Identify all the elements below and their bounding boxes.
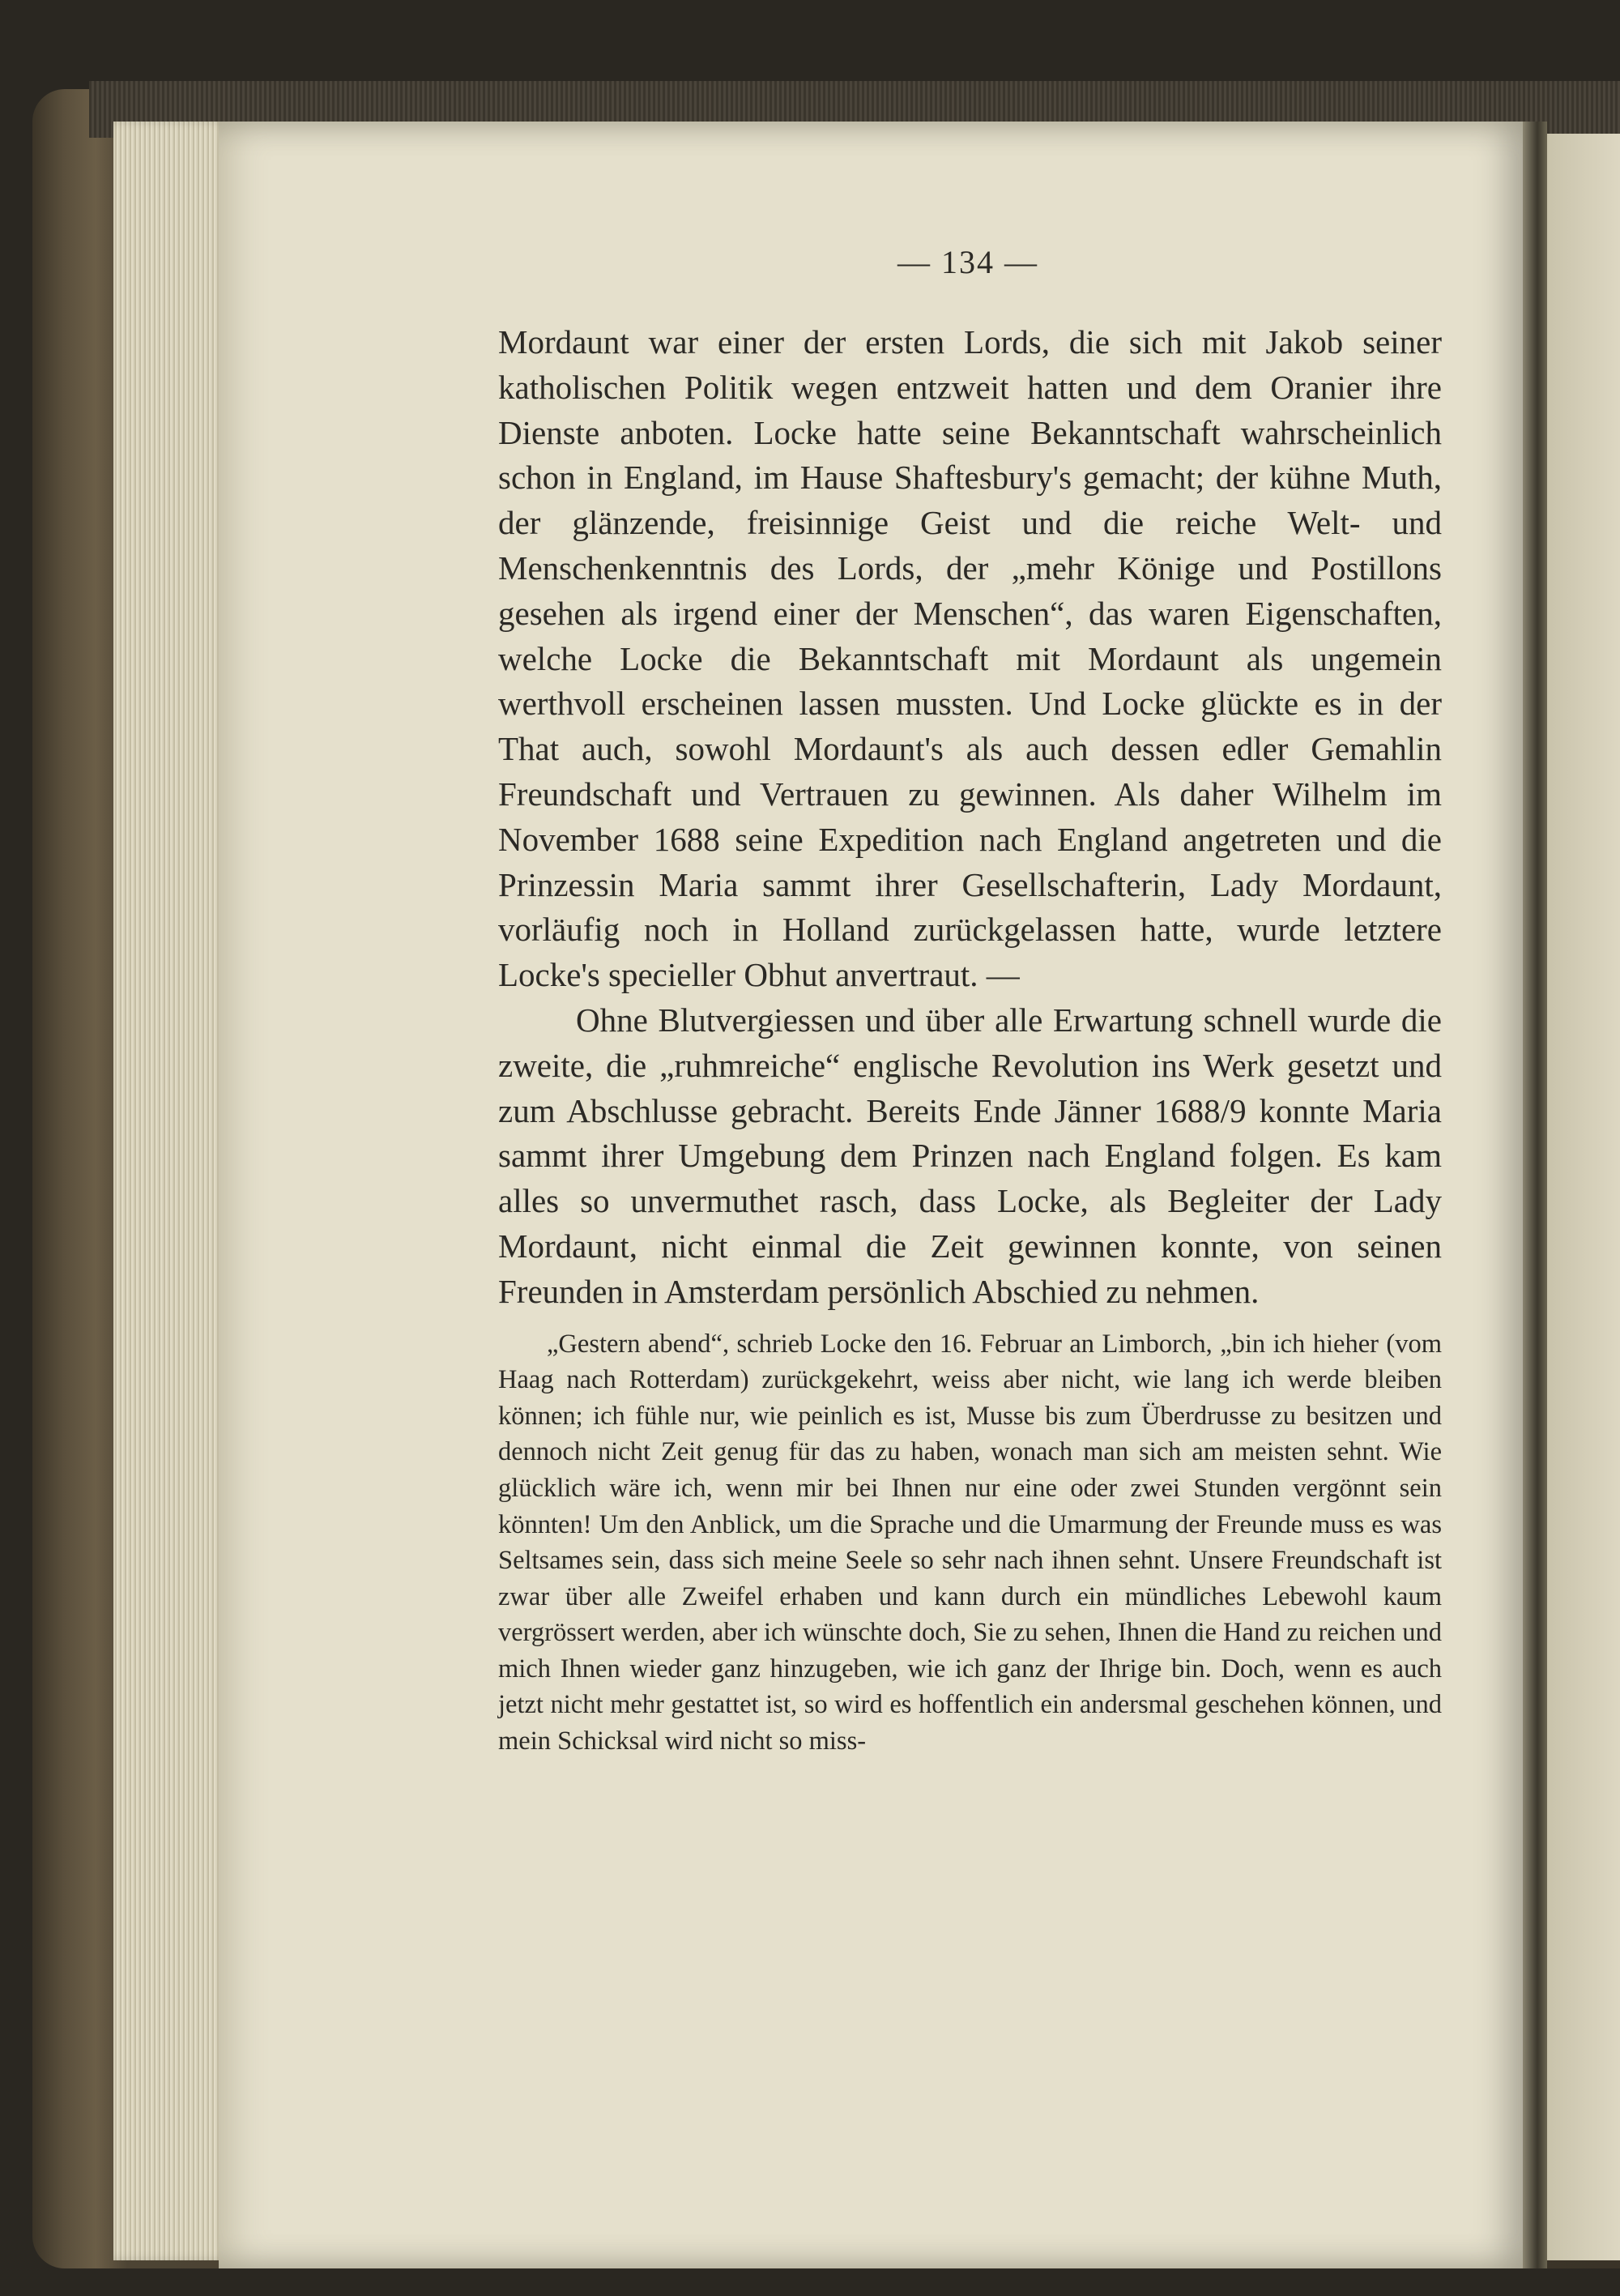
paragraph-mordaunt: Mordaunt war einer der ersten Lords, die sich mit Jakob seiner katholischen Politik wegen entzweit hatten und dem Oranier ihre Dienste anboten. Locke hatte seine Bekanntschaft wahrscheinlich schon in England, im Hause Shaftesbury's gemacht; der kühne Muth, der glänzende, freisinnige Geist und die reiche Welt- und Menschenkenntnis des Lords, der „mehr Könige und Postillons gesehen als irgend einer der Menschen“, das waren Eigenschaften, welche Locke die Bekanntschaft mit Mordaunt als ungemein werthvoll erscheinen lassen mussten. Und Locke glückte es in der That auch, sowohl Mordaunt's als auch dessen edler Gemahlin Freundschaft und Vertrauen zu gewinnen. Als daher Wilhelm im November 1688 seine Expedition nach England angetreten und die Prinzessin Maria sammt ihrer Gesellschafterin, Lady Mordaunt, vorläufig noch in Holland zurückgelassen hatte, wurde letztere Locke's specieller Obhut anvertraut. — <box>498 323 1442 994</box>
page-number: — 134 — <box>897 244 1038 280</box>
facing-page-edge <box>1547 134 1620 2260</box>
page-edges <box>113 122 235 2260</box>
book-gutter <box>1523 122 1547 2268</box>
paragraph-revolution: Ohne Blutvergiessen und über alle Erwartung schnell wurde die zweite, die „ruhmreiche“ englische Revolution ins Werk gesetzt und zum Abschlusse gebracht. Bereits Ende Jänner 1688/9 konnte Maria sammt ihrer Umgebung dem Prinzen nach England folgen. Es kam alles so unvermuthet rasch, dass Locke, als Begleiter der Lady Mordaunt, nicht einmal die Zeit gewinnen konnte, von seinen Freunden in Amsterdam persönlich Abschied zu nehmen. <box>498 1001 1442 1310</box>
body-text <box>498 320 1442 1760</box>
paragraph-letter-quote: „Gestern abend“, schrieb Locke den 16. Februar an Limborch, „bin ich hieher (vom Haag nach Rotterdam) zurückgekehrt, weiss aber nicht, wie lang ich werde bleiben können; ich fühle nur, wie peinlich es ist, Musse bis zum Überdrusse zu besitzen und dennoch nicht Zeit genug für das zu haben, wonach man sich am meisten sehnt. Wie glücklich wäre ich, wenn mir bei Ihnen nur eine oder zwei Stunden vergönnt sein könnten! Um den Anblick, um die Sprache und die Umarmung der Freunde muss es was Seltsames sein, dass sich meine Seele so sehr nach ihnen sehnt. Unsere Freundschaft ist zwar über alle Zweifel erhaben und kann durch ein mündliches Lebewohl kaum vergrössert werden, aber ich wünschte doch, Sie zu sehen, Ihnen die Hand zu reichen und mich Ihnen wieder ganz hinzugeben, wie ich ganz der Ihrige bin. Doch, wenn es auch jetzt nicht mehr gestattet ist, so wird es hoffentlich ein andersmal geschehen können, und mein Schicksal wird nicht so miss- <box>498 1329 1442 1756</box>
